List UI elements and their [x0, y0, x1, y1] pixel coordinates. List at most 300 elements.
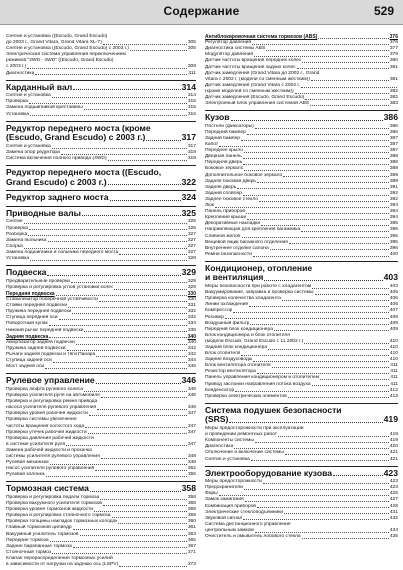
- section-title[interactable]: [6, 484, 196, 494]
- toc-entry-text: Линии охлаждения: [205, 302, 249, 308]
- dot-leader: [244, 489, 389, 490]
- toc-entry[interactable]: [205, 394, 398, 400]
- toc-entry-page: 345: [187, 364, 196, 370]
- toc-entry-text: Постели (фиксаторы): [205, 123, 254, 129]
- section-title[interactable]: [205, 406, 398, 425]
- toc-entry-page: 434: [389, 527, 398, 533]
- toc-entry-page: 408: [389, 320, 398, 326]
- toc-entry[interactable]: [205, 534, 398, 540]
- toc-entry-text: Задний бампер: [205, 136, 240, 142]
- toc-entry-page: 317: [187, 143, 196, 149]
- section-title[interactable]: [6, 168, 196, 187]
- toc-entry-text: Передний блок кондиционера: [205, 326, 273, 332]
- toc-entry[interactable]: [6, 448, 196, 460]
- section-title-text: Grand Escudo) с 2003 г.): [6, 176, 107, 187]
- toc-entry-page: 334: [187, 321, 196, 327]
- section-title[interactable]: [205, 469, 398, 479]
- dot-leader: [119, 254, 187, 255]
- toc-entry-text: Регулятор давления: [205, 40, 252, 46]
- toc-entry-text: частоты вращения холостого хода: [6, 423, 85, 429]
- toc-entry-text: Предохранители: [205, 485, 244, 491]
- dot-leader: [315, 294, 389, 295]
- toc-entry-page: 395: [389, 233, 398, 239]
- dot-leader: [270, 249, 389, 250]
- section-divider: [6, 190, 196, 191]
- dot-leader: [73, 89, 180, 90]
- section-title-text: Редуктор переднего моста ((Escudo,: [6, 167, 162, 178]
- toc-entry[interactable]: [6, 34, 196, 46]
- toc-entry-page: 311: [188, 70, 196, 76]
- section-title[interactable]: [6, 376, 196, 386]
- dot-leader: [24, 248, 187, 249]
- dot-leader: [244, 170, 388, 171]
- toc-entry-text: Привод заслонки направления потока воздуха: [205, 381, 311, 387]
- toc-entry-page: 330: [187, 297, 196, 303]
- dot-leader: [114, 289, 186, 290]
- toc-entry-page: 386: [389, 123, 398, 129]
- toc-entry-text: Проверка толщины накладок тормозных колодок: [6, 519, 118, 525]
- section-title-page: 314: [181, 81, 196, 92]
- dot-leader: [89, 415, 187, 416]
- toc-entry-page: 367: [187, 543, 196, 549]
- toc-entry-text: Заднее боковое стекло: [205, 196, 258, 202]
- toc-entry-page: 413: [389, 393, 398, 399]
- toc-entry-text: Декоративные накладки: [205, 221, 261, 227]
- section-title-text: Электрооборудование кузова: [205, 467, 333, 478]
- toc-entry-page: 395: [389, 227, 398, 233]
- toc-entry-text: Проверка: [6, 99, 28, 105]
- toc-entry-text: Датчик частоты вращения передних колес: [205, 58, 302, 64]
- section-title-page: 386: [383, 112, 398, 123]
- toc-entry-text: системы усилителя рулевого управления: [6, 453, 100, 459]
- dot-leader: [235, 391, 389, 392]
- toc-entry-page: 389: [389, 166, 398, 172]
- toc-entry-text: Ступица задней оси: [6, 358, 52, 364]
- dot-leader: [50, 541, 187, 542]
- dot-leader: [101, 397, 187, 398]
- dot-leader: [259, 201, 389, 202]
- toc-entry-text: Блок вентилятора отопителя: [205, 363, 271, 369]
- toc-entry-text: Диагностика системы ABS: [205, 46, 266, 52]
- dot-leader: [56, 295, 187, 296]
- dot-leader: [94, 511, 187, 512]
- dot-leader: [249, 306, 389, 307]
- toc-entry-page: 358: [187, 494, 196, 500]
- toc-entry-page: 396: [389, 245, 398, 251]
- dot-leader: [45, 368, 187, 369]
- dot-leader: [312, 385, 390, 386]
- toc-entry-text: Мост задней оси: [6, 364, 45, 370]
- toc-entry-text: Панель приборов: [205, 209, 245, 215]
- page-number: 529: [373, 4, 394, 18]
- toc-entry-text: Амортизатор задней подвески: [6, 339, 75, 345]
- toc-entry-text: Модулятор давления: [205, 52, 254, 58]
- toc-entry-text: Воздушный фильтр: [205, 320, 250, 326]
- dot-leader: [251, 460, 389, 461]
- toc-entry[interactable]: [6, 71, 196, 77]
- toc-entry-text: Очиститель и омыватель лобового стекла: [205, 534, 301, 540]
- toc-entry-text: Ресивер: [205, 314, 224, 320]
- toc-entry-text: Диагностика: [205, 444, 234, 450]
- dot-leader: [246, 213, 389, 214]
- toc-entry-text: Проверка электрических элементов: [205, 393, 287, 399]
- toc-entry-text: Меры предосторожности при эксплуатации: [205, 426, 304, 432]
- dot-leader: [305, 99, 389, 100]
- dot-leader: [50, 464, 187, 465]
- dot-leader: [243, 164, 389, 165]
- toc-entry-text: Меры предосторожности: [205, 479, 262, 485]
- section-title-text: Кузов: [205, 112, 230, 123]
- section-divider: [205, 466, 398, 467]
- toc-entry-text: Проверка вакуумного усилителя тормозов: [6, 501, 103, 507]
- toc-entry-text: Проверка усилителя руля на автомобиле: [6, 393, 100, 399]
- toc-entry-page: 326: [187, 225, 196, 231]
- toc-entry-page: 389: [389, 178, 398, 184]
- toc-entry-page: 389: [389, 172, 398, 178]
- dot-leader: [110, 200, 181, 201]
- toc-entry[interactable]: [6, 256, 196, 262]
- section-title-page: 322: [181, 176, 196, 187]
- dot-leader: [49, 337, 186, 338]
- dot-leader: [257, 182, 389, 183]
- toc-entry-text: Проверка и регулировка углов установки колес: [6, 284, 114, 290]
- section-title-line: [205, 273, 398, 283]
- toc-entry-page: 327: [187, 243, 196, 249]
- toc-entry-page: 305: [187, 40, 196, 46]
- section-divider: [6, 121, 196, 122]
- dot-leader: [311, 80, 389, 81]
- toc-entry-page: 331: [187, 303, 196, 309]
- dot-leader: [28, 235, 187, 236]
- section-title-text: Кондиционер, отопление: [205, 262, 313, 273]
- toc-entry-text: Установка: [6, 256, 30, 262]
- toc-entry-page: 329: [187, 284, 196, 290]
- toc-entry[interactable]: [6, 364, 196, 370]
- dot-leader: [80, 535, 187, 536]
- toc-entry-text: Стояночный тормоз: [6, 549, 52, 555]
- toc-entry-page: 394: [389, 215, 398, 221]
- section-divider: [6, 165, 196, 166]
- section-title-text: Рулевое управление: [6, 375, 95, 386]
- toc-entry-text: Снятие и установка ((Escudo, Grand Escudo) с 2003 г.): [6, 46, 129, 52]
- toc-entry-page: 394: [389, 209, 398, 215]
- toc-entry-text: Дополнительное боковое зеркало: [205, 172, 283, 178]
- dot-leader: [288, 397, 389, 398]
- toc-entry-text: Диагностика: [6, 70, 35, 76]
- toc-entry-page: 391: [389, 184, 398, 190]
- dot-leader: [257, 373, 389, 374]
- toc-entry[interactable]: [205, 252, 398, 258]
- section-title[interactable]: [205, 264, 398, 283]
- toc-entry[interactable]: [6, 52, 196, 70]
- section-divider: [6, 206, 196, 207]
- toc-entry-text: Замена опор редуктора: [6, 149, 60, 155]
- toc-entry-text: Установка: [6, 111, 30, 117]
- dot-leader: [272, 367, 390, 368]
- page-title: Содержание: [163, 4, 240, 18]
- dot-leader: [52, 553, 187, 554]
- toc-entry[interactable]: [6, 399, 196, 411]
- toc-entry-page: 327: [187, 237, 196, 243]
- toc-entry-text: Задняя боковая дверь: [205, 178, 256, 184]
- toc-entry-page: 348: [187, 453, 196, 459]
- page-header: [0, 0, 403, 25]
- section-title-page: 423: [383, 467, 398, 478]
- toc-entry-line: [6, 562, 196, 568]
- toc-entry-page: 382: [389, 95, 398, 101]
- dot-leader: [146, 140, 180, 141]
- dot-leader: [302, 62, 388, 63]
- section-title[interactable]: [6, 124, 196, 143]
- toc-entry-page: 352: [187, 466, 196, 472]
- toc-entry[interactable]: [205, 426, 398, 438]
- toc-entry-text: Вакуумирование, заправка и проверка системы: [205, 290, 314, 296]
- dot-leader: [73, 529, 187, 530]
- dot-leader: [73, 547, 187, 548]
- dot-leader: [108, 184, 181, 185]
- dot-leader: [301, 87, 397, 88]
- dot-leader: [283, 176, 389, 177]
- toc-entry[interactable]: [6, 417, 196, 429]
- section-title-line: [205, 415, 398, 425]
- dot-leader: [49, 325, 187, 326]
- toc-entry-text: режимов "2WD - 4WD" ((Escudo, Grand Escudo): [6, 58, 114, 64]
- section-title-text: Тормозная система: [6, 483, 89, 494]
- dot-leader: [30, 115, 187, 116]
- toc-entry-page: 335: [187, 327, 196, 333]
- toc-entry-text: Проверка давления рабочей жидкости: [6, 435, 94, 441]
- section-title-page: 346: [181, 375, 196, 386]
- toc-entry-text: Замена подшипников крестовины: [6, 105, 83, 111]
- toc-entry-text: Рулевая колонка: [6, 472, 45, 478]
- toc-entry-page: 355: [187, 472, 196, 478]
- section-title[interactable]: [205, 113, 398, 123]
- dot-leader: [282, 300, 389, 301]
- toc-entry-text: (модели Escudo, Grand Escudo с 11.2002 г.): [205, 338, 304, 344]
- dot-leader: [247, 219, 389, 220]
- toc-entry-page: 403: [389, 284, 398, 290]
- dot-leader: [52, 97, 187, 98]
- toc-entry-page: 394: [389, 203, 398, 209]
- dot-leader: [48, 241, 187, 242]
- toc-entry-page: 348: [187, 460, 196, 466]
- dot-leader: [29, 103, 187, 104]
- toc-entry-text: Электрические стеклоподъемники: [205, 509, 284, 515]
- toc-entry-text: Задняя дверь: [205, 184, 237, 190]
- toc-entry-page: 387: [389, 148, 398, 154]
- section-title-text: Система подушек безопасности: [205, 404, 342, 415]
- toc-entry-text: Система включения полного привода (4WD): [6, 156, 107, 161]
- toc-entry-page: 379: [389, 52, 398, 58]
- section-title[interactable]: [6, 268, 196, 278]
- dot-leader: [295, 93, 389, 94]
- toc-entry-page: 346: [187, 393, 196, 399]
- toc-entry[interactable]: [205, 101, 398, 107]
- toc-entry-text: Стойки передней подвески: [6, 303, 68, 309]
- toc-entry-text: Блок отопителя: [205, 351, 241, 357]
- toc-entry[interactable]: [205, 333, 398, 345]
- toc-entry-text: Проверка утечек рабочей жидкости: [6, 429, 87, 435]
- section-divider: [6, 481, 196, 482]
- toc-entry-text: и проведении ремонтных работ: [205, 432, 278, 438]
- toc-entry-text: Рулевая механизм: [6, 460, 49, 466]
- dot-leader: [253, 256, 389, 257]
- dot-leader: [244, 152, 389, 153]
- toc-entry-page: 412: [389, 387, 398, 393]
- toc-entry-text: Клапан перераспределения тормозных усилий: [6, 555, 113, 561]
- toc-entry-text: Проверка уровня тормозной жидкости: [6, 507, 93, 513]
- section-title-text: Подвеска: [6, 267, 47, 278]
- toc-entry-page: 327: [187, 231, 196, 237]
- section-title-text: Редуктор переднего моста (кроме: [6, 122, 151, 133]
- toc-entry-text: Датчик замедления (Grand Vitara до 2002 г., Grand: [205, 70, 320, 76]
- dot-leader: [284, 513, 389, 514]
- toc-entry-text: Пружина задней подвески: [6, 345, 66, 351]
- toc-entry-text: Проверка: [6, 225, 28, 231]
- toc-entry-page: 423: [389, 479, 398, 485]
- dot-leader: [241, 355, 388, 356]
- dot-leader: [90, 491, 181, 492]
- toc-entry-text: Дверная панель: [205, 154, 242, 160]
- toc-entry-page: 387: [389, 136, 398, 142]
- toc-entry[interactable]: [205, 522, 398, 534]
- toc-entry-text: Проверка уровня рабочей жидкости: [6, 411, 88, 417]
- toc-entry[interactable]: [205, 457, 398, 463]
- toc-entry-page: 411: [390, 363, 398, 369]
- dot-leader: [255, 128, 389, 129]
- section-title[interactable]: [6, 209, 196, 219]
- toc-entry-page: 328: [187, 256, 196, 262]
- toc-entry[interactable]: [6, 112, 196, 118]
- toc-entry-page: 411: [390, 369, 398, 375]
- dot-leader: [268, 349, 389, 350]
- toc-entry[interactable]: [6, 472, 196, 478]
- dot-leader: [30, 260, 187, 261]
- section-divider: [6, 265, 196, 266]
- toc-entry-text: Задние барабанные тормоза: [6, 543, 72, 549]
- toc-entry[interactable]: [6, 556, 196, 568]
- toc-entry-page: 365: [187, 537, 196, 543]
- toc-entry-text: Разборка: [6, 231, 28, 237]
- section-title-text: (SRS): [205, 414, 229, 425]
- dot-leader: [318, 38, 388, 39]
- dot-leader: [71, 282, 187, 283]
- toc-entry-text: Замок зажигания: [205, 497, 244, 503]
- toc-entry-text: Конденсатор: [205, 387, 235, 393]
- dot-leader: [219, 146, 389, 147]
- section-title-page: 403: [383, 272, 398, 283]
- toc-entry-page: 361: [187, 525, 196, 531]
- dot-leader: [243, 158, 389, 159]
- section-title-text: Карданный вал: [6, 81, 73, 92]
- toc-entry-text: Рычаги задней подвески и тяги Панара: [6, 352, 96, 358]
- toc-entry-page: 319: [187, 156, 196, 161]
- toc-entry-page: 406: [389, 302, 398, 308]
- dot-leader: [108, 160, 187, 161]
- toc-entry-page: 327: [187, 249, 196, 255]
- dot-leader: [301, 231, 389, 232]
- subsection-title-text: Антиблокировочная система тормозов (ABS): [205, 34, 318, 40]
- toc-entry-page: 360: [187, 519, 196, 525]
- dot-leader: [84, 331, 186, 332]
- toc-entry-text: Замена подшипника и сальника переднего моста: [6, 249, 119, 255]
- dot-leader: [52, 148, 187, 149]
- toc-entry-page: 346: [187, 405, 196, 411]
- toc-entry[interactable]: [6, 156, 196, 162]
- toc-entry-page: 329: [187, 278, 196, 284]
- section-divider: [6, 80, 196, 81]
- toc-entry-text: Ступица передней оси: [6, 315, 58, 321]
- toc-entry-text: Нижний рычаг передней подвески: [6, 327, 84, 333]
- toc-entry-text: Датчик частоты вращения задних колес: [205, 64, 296, 70]
- toc-entry-text: до 2003 г., Grand Vitara, Grand Vitara XL-7): [6, 40, 102, 46]
- dot-leader: [112, 517, 187, 518]
- toc-entry-text: Компоненты системы: [205, 438, 254, 444]
- toc-entry-page: 380: [389, 58, 398, 64]
- dot-leader: [274, 330, 389, 331]
- dot-leader: [96, 356, 187, 357]
- section-title[interactable]: [6, 193, 196, 203]
- subsection-title-page: 330: [187, 290, 196, 297]
- section-title-page: 317: [181, 132, 196, 143]
- toc-entry-page: 363: [187, 531, 196, 537]
- toc-entry-page: 420: [389, 444, 398, 450]
- toc-entry-page: 431: [389, 509, 398, 515]
- toc-entry-page: 400: [389, 251, 398, 257]
- toc-entry-text: Главный тормозной цилиндр: [6, 525, 72, 531]
- toc-entry-page: 421: [389, 450, 398, 456]
- toc-entry-text: Направляющая для крепления багажника: [205, 227, 301, 233]
- toc-entry-page: 332: [187, 309, 196, 315]
- toc-entry[interactable]: [6, 436, 196, 448]
- toc-entry-page: 373: [187, 561, 196, 567]
- dot-leader: [219, 495, 389, 496]
- toc-entry-text: с 2003 г.): [6, 64, 27, 70]
- toc-entry-page: 381: [389, 64, 398, 70]
- section-title-page: 358: [181, 483, 196, 494]
- toc-entry-text: Задние воздуховоды: [205, 357, 253, 363]
- section-title-line: [6, 133, 196, 143]
- section-title-line: [6, 178, 196, 188]
- toc-entry-text: Снятие и установка: [6, 93, 51, 99]
- dot-leader: [97, 409, 187, 410]
- toc-entry-text: Внутреннее отделке салона: [205, 245, 269, 251]
- toc-entry[interactable]: [205, 71, 398, 83]
- toc-entry-text: Вакуумный усилитель тормозов: [6, 531, 79, 537]
- toc-entry-text: Снятие и установка: [6, 143, 51, 149]
- toc-entry-page: 381: [389, 76, 398, 82]
- section-title-text: Редуктор заднего моста: [6, 192, 109, 203]
- section-title-text: (Escudo, Grand Escudo) с 2003 г.): [6, 132, 146, 143]
- toc-entry-page: 347: [187, 411, 196, 417]
- section-title[interactable]: [6, 83, 196, 93]
- toc-entry-page: 340: [187, 339, 196, 345]
- toc-entry-page: 395: [389, 239, 398, 245]
- toc-entry-page: 316: [187, 111, 196, 117]
- toc-entry-page: 387: [389, 142, 398, 148]
- dot-leader: [333, 475, 383, 476]
- toc-entry-text: Электронный блок управления системой ABS: [205, 101, 310, 107]
- toc-entry-page: 407: [389, 308, 398, 314]
- toc-entry-text: Блок кондиционера и блок отопителя: [205, 332, 290, 338]
- toc-entry-page: 395: [389, 221, 398, 227]
- toc-entry-text: насоса усилителя рулевого управления: [6, 405, 97, 411]
- dot-leader: [242, 237, 389, 238]
- toc-entry-text: Резистор вентилятора: [205, 369, 256, 375]
- dot-leader: [85, 427, 187, 428]
- toc-entry-page: 376: [389, 40, 398, 46]
- toc-entry-page: 388: [389, 160, 398, 166]
